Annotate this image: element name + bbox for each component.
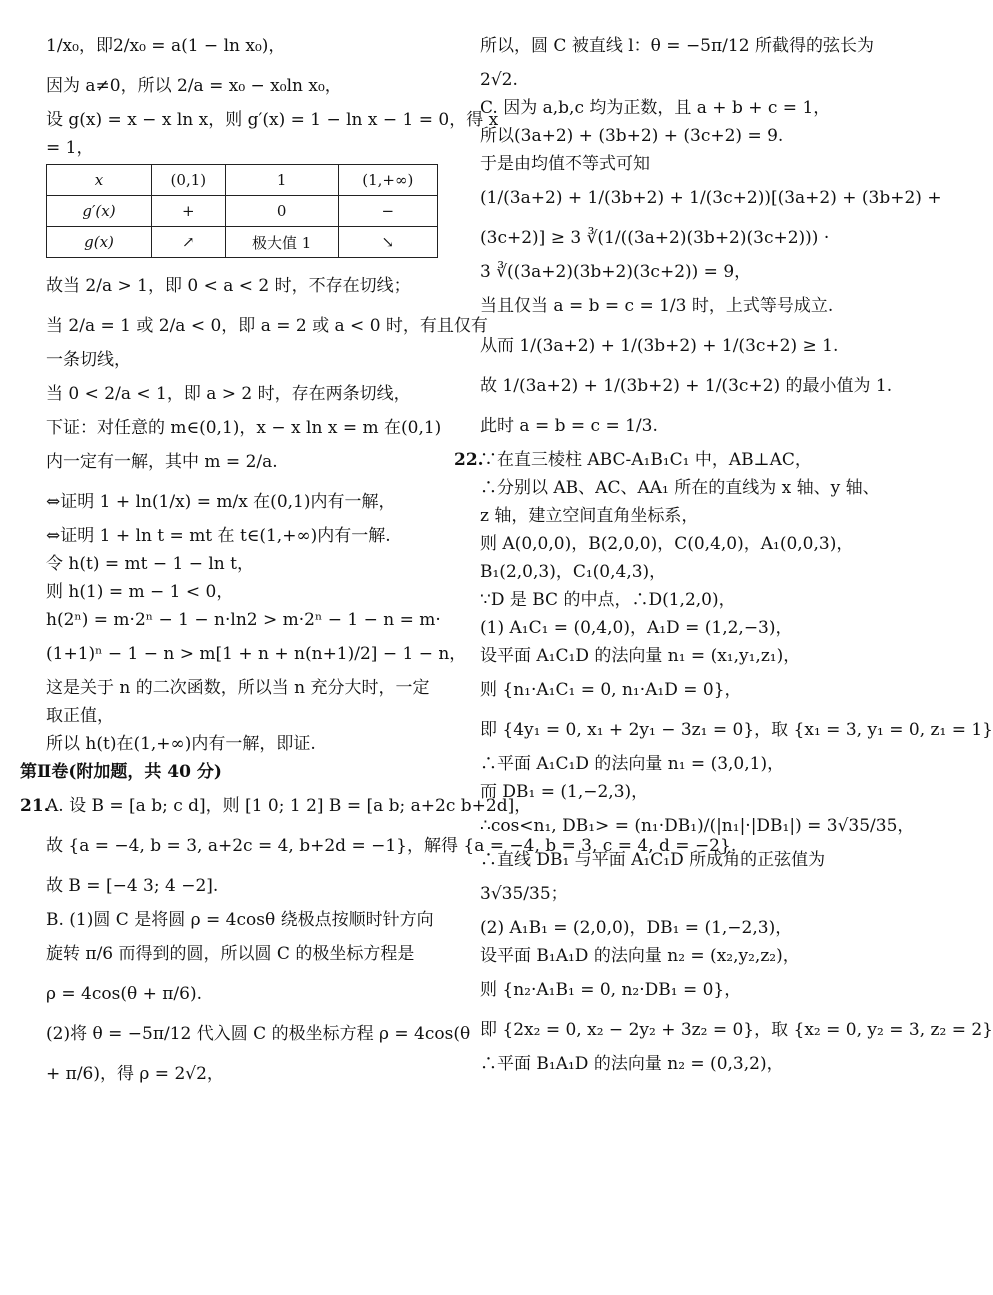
text-line: ⇔证明 1 + ln(1/x) = m/x 在(0,1)内有一解， <box>46 492 396 512</box>
text-line: 当 0 < 2/a < 1，即 a > 2 时，存在两条切线， <box>46 384 411 404</box>
monotonicity-table <box>46 164 438 258</box>
text-line: ∴cos<n₁, DB₁> = (n₁·DB₁)/(|n₁|·|DB₁|) = 3√35/35， <box>480 816 915 836</box>
text-line: 取正值， <box>46 706 114 726</box>
text-line: 则 A(0,0,0)，B(2,0,0)，C(0,4,0)，A₁(0,0,3)， <box>480 534 854 554</box>
table-cell: − <box>338 196 437 227</box>
section-title: 第Ⅱ卷(附加题，共 40 分) <box>20 762 222 782</box>
text-line: ⇔证明 1 + ln t = mt 在 t∈(1,+∞)内有一解. <box>46 526 391 546</box>
text-line: 3√35/35； <box>480 884 568 904</box>
text-line: 故 {a = −4, b = 3, a+2c = 4, b+2d = −1}，解得 {a = −4, b = 3, c = 4, d = −2}. <box>46 836 737 856</box>
text-line: A. 设 B = [a b; c d]，则 [1 0; 1 2] B = [a b; a+2c b+2d]， <box>46 796 532 816</box>
text-line: 当且仅当 a = b = c = 1/3 时，上式等号成立. <box>480 296 834 316</box>
text-line: 1/x₀，即2/x₀ = a(1 − ln x₀)， <box>46 36 286 56</box>
text-line: (1+1)ⁿ − 1 − n > m[1 + n + n(n+1)/2] − 1 − n， <box>46 644 467 664</box>
text-line: 设平面 B₁A₁D 的法向量 n₂ = (x₂,y₂,z₂)， <box>480 946 800 966</box>
text-line: 所以，圆 C 被直线 l：θ = −5π/12 所截得的弦长为 <box>480 36 874 56</box>
table-cell: g(x) <box>47 227 152 258</box>
text-line: ∵D 是 BC 的中点，∴D(1,2,0)， <box>480 590 736 610</box>
text-line: 故 1/(3a+2) + 1/(3b+2) + 1/(3c+2) 的最小值为 1. <box>480 376 893 396</box>
text-line: 3 ∛((3a+2)(3b+2)(3c+2)) = 9， <box>480 262 752 282</box>
text-line: 设 g(x) = x − x ln x，则 g′(x) = 1 − ln x − 1 = 0，得 x <box>46 110 499 130</box>
text-line: ∴分别以 AB、AC、AA₁ 所在的直线为 x 轴、y 轴、 <box>480 478 880 498</box>
text-line: C. 因为 a,b,c 均为正数，且 a + b + c = 1， <box>480 98 831 118</box>
text-line: 则 {n₁·A₁C₁ = 0, n₁·A₁D = 0}， <box>480 680 742 700</box>
text-line: 2√2. <box>480 70 518 90</box>
text-line: h(2ⁿ) = m·2ⁿ − 1 − n·ln2 > m·2ⁿ − 1 − n = m· <box>46 610 441 630</box>
text-line: 令 h(t) = mt − 1 − ln t， <box>46 554 254 574</box>
text-line: 内一定有一解，其中 m = 2/a. <box>46 452 278 472</box>
text-line: 即 {4y₁ = 0, x₁ + 2y₁ − 3z₁ = 0}，取 {x₁ = 3, y₁ = 0, z₁ = 1} <box>480 720 993 740</box>
text-line: (2) A₁B₁ = (2,0,0)，DB₁ = (1,−2,3)， <box>480 918 793 938</box>
table-row <box>47 227 438 258</box>
text-line: 而 DB₁ = (1,−2,3)， <box>480 782 649 802</box>
text-line: (2)将 θ = −5π/12 代入圆 C 的极坐标方程 ρ = 4cos(θ <box>46 1024 471 1044</box>
table-cell: 1 <box>225 165 338 196</box>
text-line: ∴平面 A₁C₁D 的法向量 n₁ = (3,0,1)， <box>480 754 785 774</box>
text-line: (3c+2)] ≥ 3 ∛(1/((3a+2)(3b+2)(3c+2))) · <box>480 228 830 248</box>
text-line: z 轴，建立空间直角坐标系， <box>480 506 699 526</box>
text-line: 一条切线， <box>46 350 131 370</box>
text-line: ∴直线 DB₁ 与平面 A₁C₁D 所成角的正弦值为 <box>480 850 826 870</box>
text-line: 则 h(1) = m − 1 < 0， <box>46 582 234 602</box>
text-line: 从而 1/(3a+2) + 1/(3b+2) + 1/(3c+2) ≥ 1. <box>480 336 839 356</box>
right-column <box>454 26 993 1078</box>
text-line: B. (1)圆 C 是将圆 ρ = 4cosθ 绕极点按顺时针方向 <box>46 910 434 930</box>
question-number: 21. <box>20 796 50 816</box>
text-line: 当 2/a = 1 或 2/a < 0，即 a = 2 或 a < 0 时，有且仅有 <box>46 316 488 336</box>
text-line: 所以 h(t)在(1,+∞)内有一解，即证. <box>46 734 316 754</box>
text-line: 旋转 π/6 而得到的圆，所以圆 C 的极坐标方程是 <box>46 944 415 964</box>
text-line: (1) A₁C₁ = (0,4,0)，A₁D = (1,2,−3)， <box>480 618 793 638</box>
table-cell: + <box>152 196 226 227</box>
text-line: ρ = 4cos(θ + π/6). <box>46 984 203 1004</box>
question-number: 22. <box>454 450 484 470</box>
text-line: 故当 2/a > 1，即 0 < a < 2 时，不存在切线； <box>46 276 411 296</box>
text-line: 下证：对任意的 m∈(0,1)，x − x ln x = m 在(0,1) <box>46 418 442 438</box>
table-cell: ↗ <box>152 227 226 258</box>
text-line: 这是关于 n 的二次函数，所以当 n 充分大时，一定 <box>46 678 430 698</box>
table-row <box>47 196 438 227</box>
text-line: 因为 a≠0，所以 2/a = x₀ − x₀ln x₀， <box>46 76 342 96</box>
table-header-row <box>47 165 438 196</box>
text-line: (1/(3a+2) + 1/(3b+2) + 1/(3c+2))[(3a+2) + (3b+2) + <box>480 188 942 208</box>
text-line: ∴平面 B₁A₁D 的法向量 n₂ = (0,3,2)， <box>480 1054 784 1074</box>
text-line: B₁(2,0,3)，C₁(0,4,3)， <box>480 562 667 582</box>
table-cell: x <box>47 165 152 196</box>
table-cell: g′(x) <box>47 196 152 227</box>
question-22-line <box>454 446 880 474</box>
text-line: 设平面 A₁C₁D 的法向量 n₁ = (x₁,y₁,z₁)， <box>480 646 801 666</box>
text-line: 则 {n₂·A₁B₁ = 0, n₂·DB₁ = 0}， <box>480 980 742 1000</box>
text-line: + π/6)，得 ρ = 2√2， <box>46 1064 224 1084</box>
table-cell: ↘ <box>338 227 437 258</box>
table-cell: 极大值 1 <box>225 227 338 258</box>
text-line: = 1， <box>46 138 94 158</box>
text-line: 此时 a = b = c = 1/3. <box>480 416 658 436</box>
table-cell: (0,1) <box>152 165 226 196</box>
table-cell: 0 <box>225 196 338 227</box>
table-cell: (1,+∞) <box>338 165 437 196</box>
text-line: 所以(3a+2) + (3b+2) + (3c+2) = 9. <box>480 126 784 146</box>
text-line: 即 {2x₂ = 0, x₂ − 2y₂ + 3z₂ = 0}，取 {x₂ = 0, y₂ = 3, z₂ = 2} <box>480 1020 993 1040</box>
text-line: 于是由均值不等式可知 <box>480 154 650 174</box>
text-line: ∵在直三棱柱 ABC-A₁B₁C₁ 中，AB⊥AC， <box>480 450 812 470</box>
text-line: 故 B = [−4 3; 4 −2]. <box>46 876 219 896</box>
question-21-line <box>20 786 532 826</box>
